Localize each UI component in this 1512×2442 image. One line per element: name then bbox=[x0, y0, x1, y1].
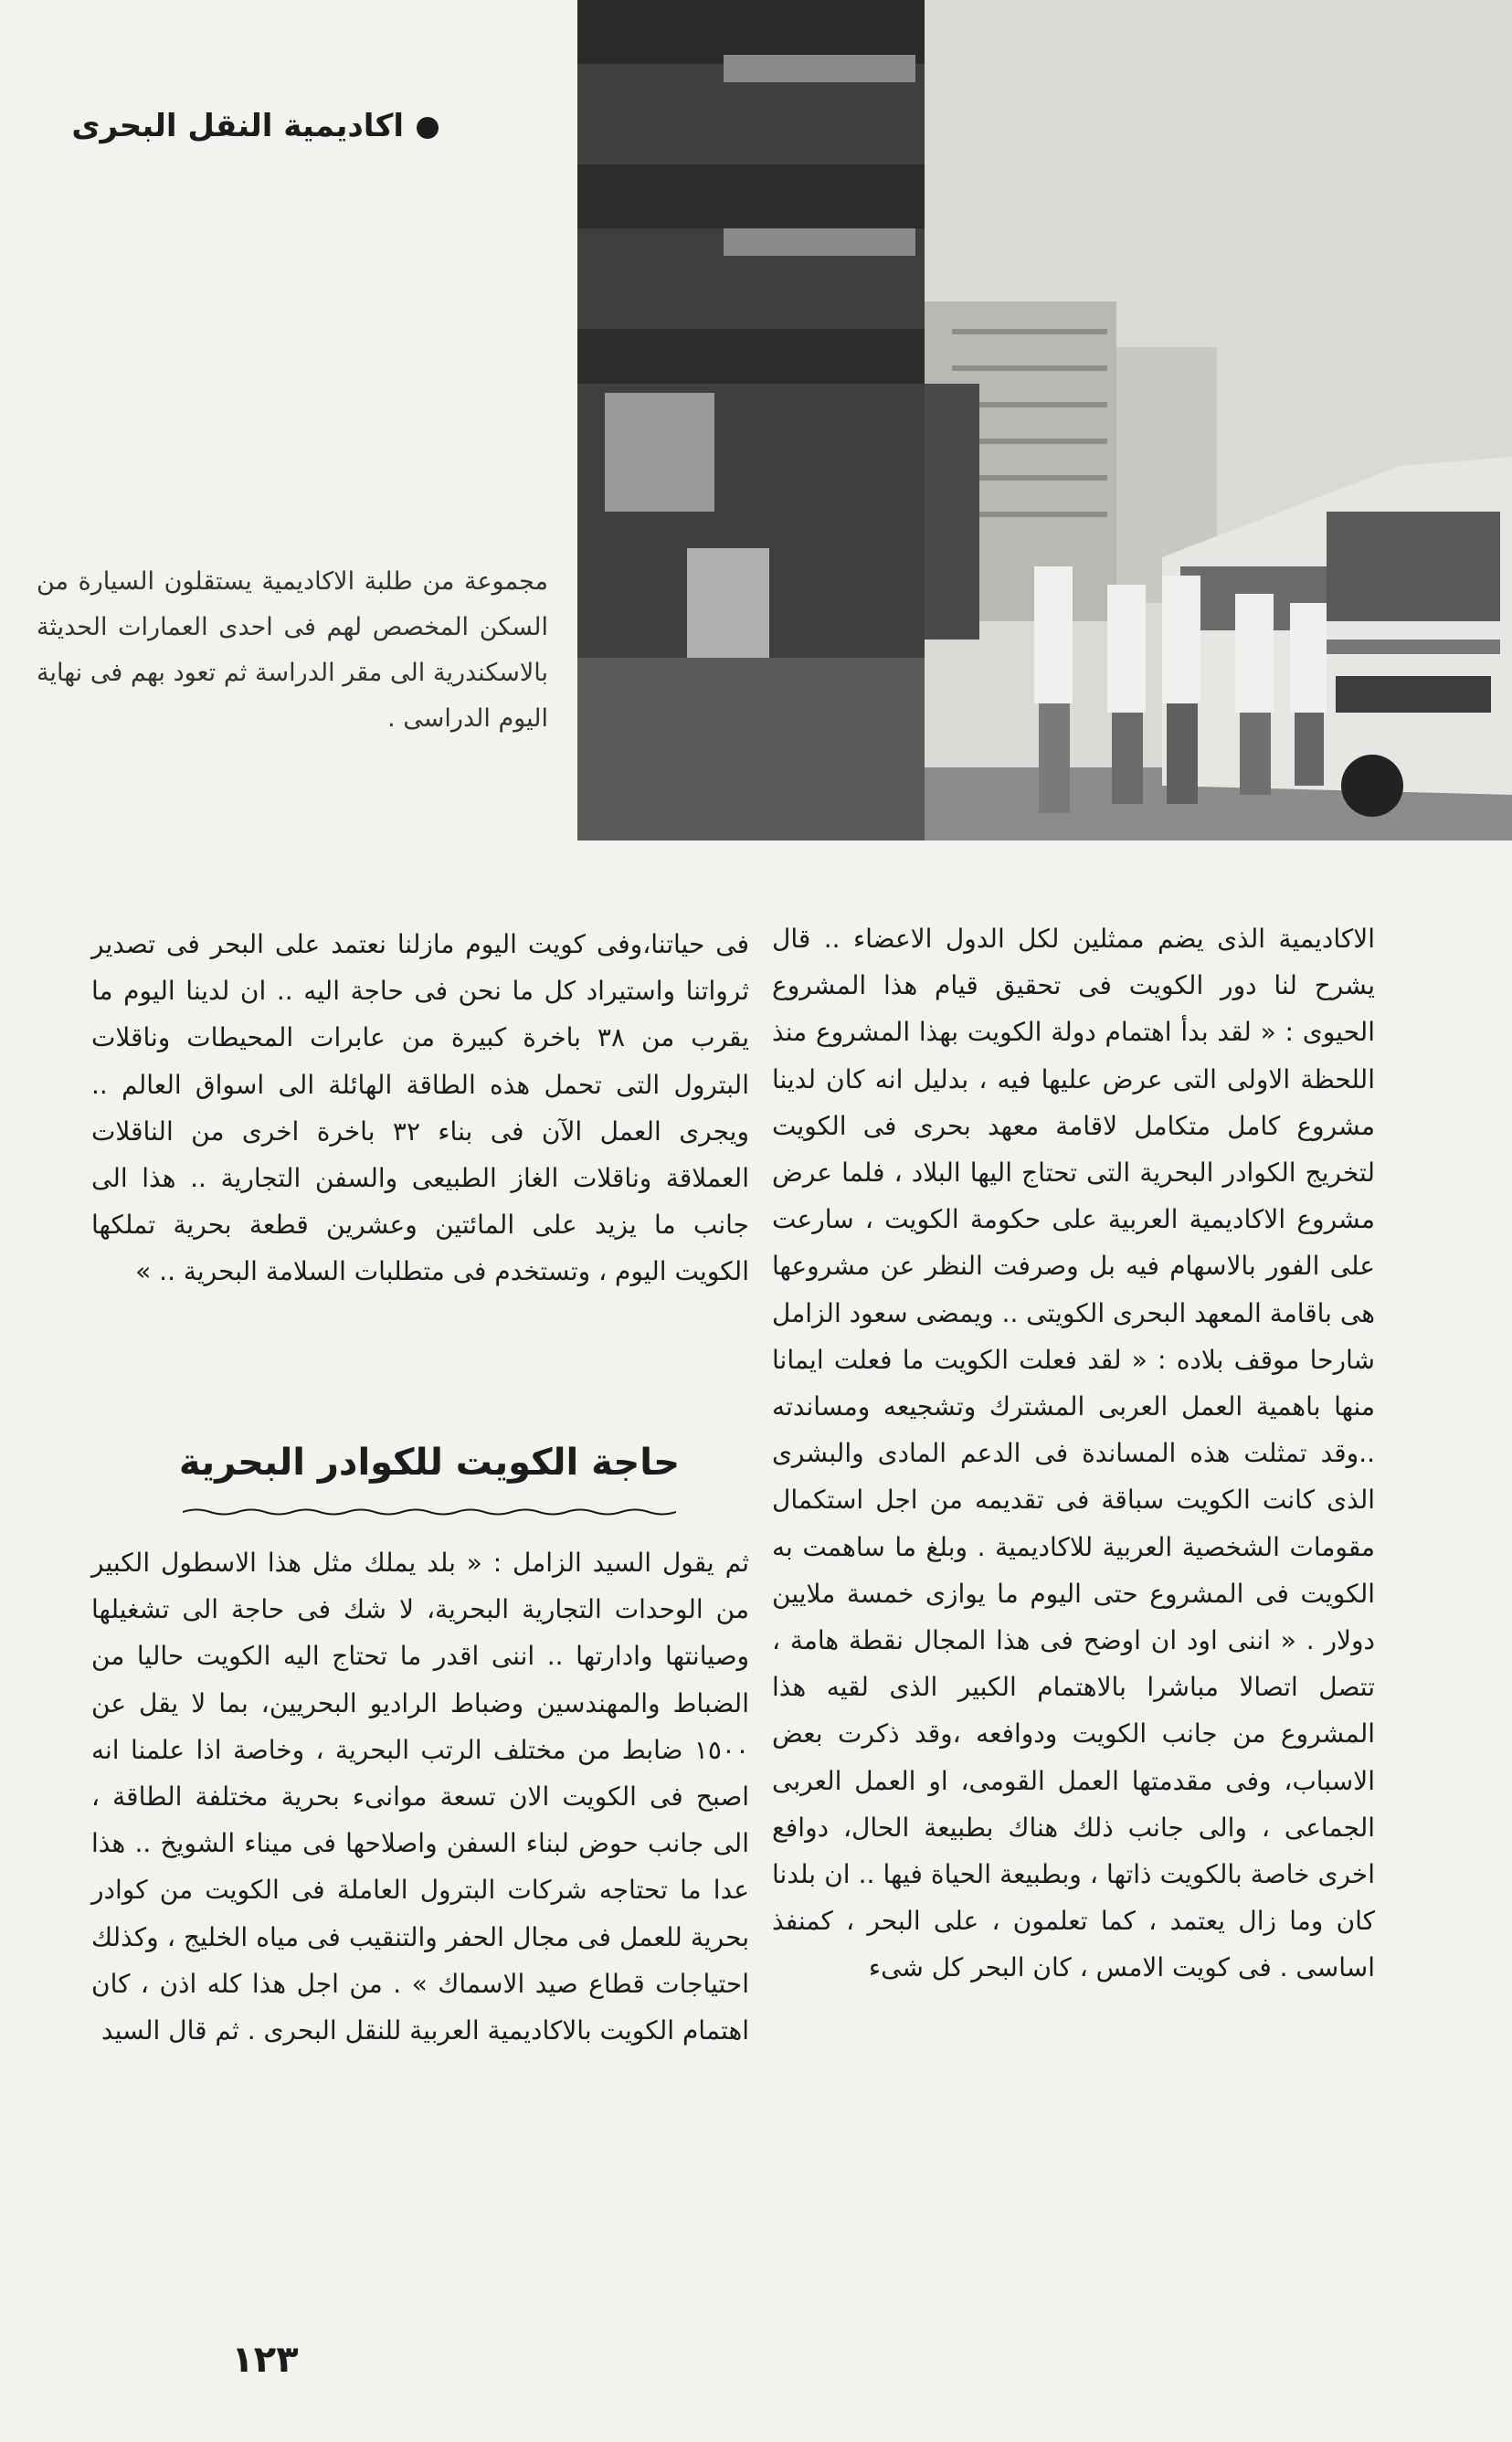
students-bus-photo bbox=[577, 0, 1512, 840]
photo-illustration bbox=[577, 0, 1512, 840]
article-column-right: الاكاديمية الذى يضم ممثلين لكل الدول الاعضاء .. قال يشرح لنا دور الكويت فى تحقيق قيام هذا المشروع الحيوى : « لقد بدأ اهتمام دولة الكويت بهذا المشروع منذ اللحظة الاولى التى عرض عليها فيه ، بدليل انه كان لدينا مشروع كامل متكامل لاقامة معهد بحرى فى الكويت لتخريج الكوادر البحرية التى تحتاج اليها البلاد ، فلما عرض مشروع الاكاديمية العربية على حكومة الكويت ، سارعت على الفور بالاسهام فيه بل وصرفت النظر عن مشروعها هى باقامة المعهد البحرى الكويتى .. ويمضى سعود الزامل شارحا موقف بلاده : « لقد فعلت الكويت ما فعلت ايمانا منها باهمية العمل العربى المشترك وتشجيعه ومساندته ..وقد تمثلت هذه المساندة فى الدعم المادى والبشرى الذى كانت الكويت سباقة فى تقديمه من اجل استكمال مقومات الشخصية العربية للاكاديمية . وبلغ ما ساهمت به الكويت فى المشروع حتى اليوم ما يوازى خمسة ملايين دولار . « اننى اود ان اوضح فى هذا المجال نقطة هامة ، تتصل اتصالا مباشرا بالاهتمام الكبير الذى لقيه هذا المشروع من جانب الكويت ودوافعه ،وقد ذكرت بعض الاسباب، وفى مقدمتها العمل القومى، او العمل العربى الجماعى ، والى جانب ذلك هناك بطبيعة الحال، دوافع اخرى خاصة بالكويت ذاتها ، وبطبيعة الحياة فيها .. ان بلدنا كان وما زال يعتمد ، كما تعلمون ، على البحر ، كمنفذ اساسى . فى كويت الامس ، كان البحر كل شىء bbox=[772, 924, 1375, 1983]
subheading-underline bbox=[183, 1507, 676, 1517]
photo-caption: مجموعة من طلبة الاكاديمية يستقلون السيارة من السكن المخصص لهم فى احدى العمارات الحديثة بالاسكندرية الى مقر الدراسة ثم تعود بهم فى نهاية اليوم الدراسى . bbox=[37, 567, 548, 733]
bullet-icon bbox=[417, 117, 439, 139]
section-title bbox=[71, 108, 439, 144]
subheading: حاجة الكويت للكوادر البحرية bbox=[178, 1442, 681, 1484]
page-number: ١٢٣ bbox=[231, 2339, 299, 2381]
section-title-text: اكاديمية النقل البحرى bbox=[71, 108, 404, 144]
article-column-left-bottom: ثم يقول السيد الزامل : « بلد يملك مثل هذا الاسطول الكبير من الوحدات التجارية البحرية، لا شك فى حاجة الى تشغيلها وصيانتها وادارتها .. اننى اقدر ما تحتاج اليه الكويت حاليا من الضباط والمهندسين وضباط الراديو البحريين، بما لا يقل عن ١٥٠٠ ضابط من مختلف الرتب البحرية ، وخاصة اذا علمنا انه اصبح فى الكويت الان تسعة موانىء بحرية مختلفة الطاقة ، الى جانب حوض لبناء السفن واصلاحها فى ميناء الشويخ .. هذا عدا ما تحتاجه شركات البترول العاملة فى الكويت من كوادر بحرية للعمل فى مجال الحفر والتنقيب فى مياه الخليج ، وكذلك احتياجات قطاع صيد الاسماك » . من اجل هذا كله اذن ، كان اهتمام الكويت بالاكاديمية العربية للنقل البحرى . ثم قال السيد bbox=[91, 1548, 749, 2046]
article-column-left-top: فى حياتنا،وفى كويت اليوم مازلنا نعتمد على البحر فى تصدير ثرواتنا واستيراد كل ما نحن فى حاجة اليه .. ان لدينا اليوم ما يقرب من ٣٨ باخرة كبيرة من عابرات المحيطات وناقلات البترول التى تحمل هذه الطاقة الهائلة الى اسواق العالم .. ويجرى العمل الآن فى بناء ٣٢ باخرة اخرى من الناقلات العملاقة وناقلات الغاز الطبيعى والسفن التجارية .. هذا الى جانب ما يزيد على المائتين وعشرين قطعة بحرية تملكها الكويت اليوم ، وتستخدم فى متطلبات السلامة البحرية .. » bbox=[91, 929, 749, 1287]
